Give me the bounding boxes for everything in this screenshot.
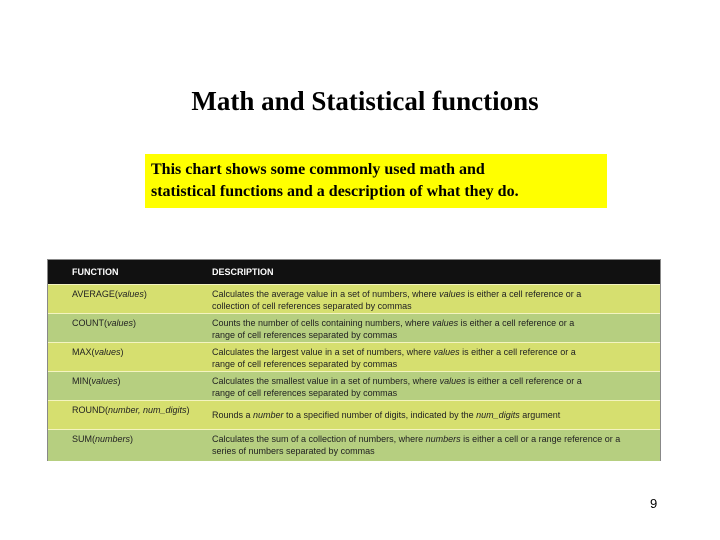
table-row-count: [48, 313, 660, 342]
description-cell: Calculates the largest value in a set of numbers, where values is either a cell reference or a range of cell references separated by commas: [212, 347, 576, 369]
table-row-sum: [48, 429, 660, 461]
description-cell: Calculates the average value in a set of numbers, where values is either a cell reference or a collection of cell references separated by commas: [212, 289, 582, 311]
function-cell: SUM(numbers): [72, 434, 134, 444]
description-cell: Rounds a number to a specified number of digits, indicated by the num_digits argument: [212, 410, 561, 420]
table-header: [48, 260, 660, 284]
description-cell: Counts the number of cells containing numbers, where values is either a cell reference or a range of cell references separated by commas: [212, 318, 575, 340]
table-row-average: [48, 284, 660, 313]
function-cell: AVERAGE(values): [72, 289, 147, 299]
function-cell: MIN(values): [72, 376, 121, 386]
callout-line-1: This chart shows some commonly used math and: [151, 161, 485, 178]
header-function: FUNCTION: [72, 267, 119, 277]
slide-title: Math and Statistical functions: [191, 86, 539, 116]
table-row-min: [48, 371, 660, 400]
callout-box: [145, 154, 607, 208]
callout-line-2: statistical functions and a description of what they do.: [151, 183, 519, 200]
function-cell: MAX(values): [72, 347, 124, 357]
description-cell: Calculates the sum of a collection of numbers, where numbers is either a cell or a range reference or a series of numbers separated by commas: [212, 434, 621, 456]
page-number: 9: [650, 496, 658, 511]
functions-table: [47, 259, 661, 461]
header-description: DESCRIPTION: [212, 267, 274, 277]
description-cell: Calculates the smallest value in a set of numbers, where values is either a cell reference or a range of cell references separated by commas: [212, 376, 582, 398]
function-cell: COUNT(values): [72, 318, 137, 328]
table-row-max: [48, 342, 660, 371]
table-row-round: [48, 400, 660, 429]
function-cell: ROUND(number, num_digits): [72, 405, 190, 415]
